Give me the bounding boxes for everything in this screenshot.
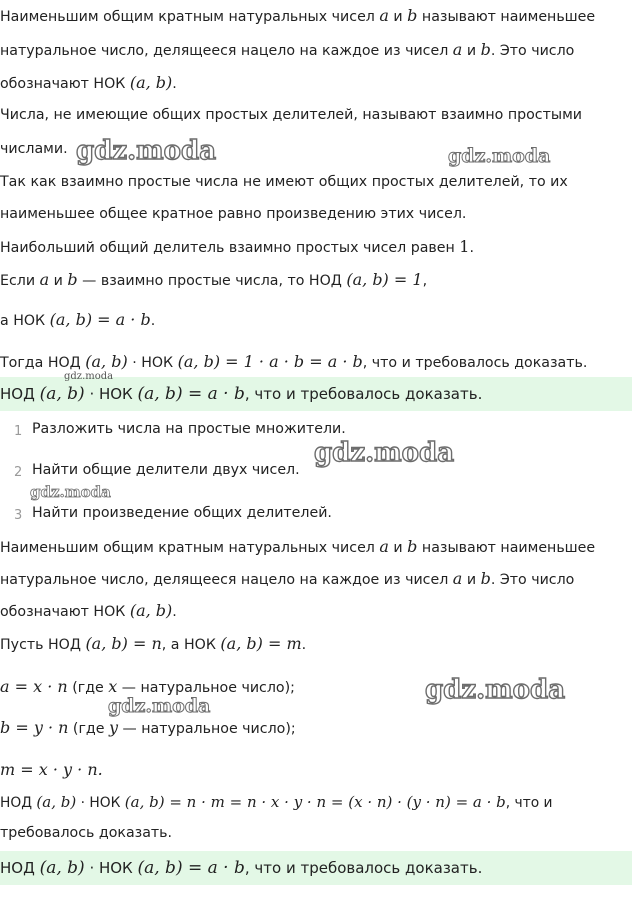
text-segment: и	[462, 43, 481, 59]
text-segment: , что и требовалось доказать.	[244, 859, 483, 877]
math-expression: (a, b) = m	[220, 634, 302, 653]
math-number: 1	[459, 237, 470, 256]
list-item: Найти произведение общих делителей.	[32, 505, 332, 521]
math-expression: b = y · n	[0, 718, 69, 737]
list-item-number: 1	[14, 424, 23, 439]
watermark: gdz.moda	[108, 695, 211, 717]
watermark: gdz.moda	[30, 483, 111, 501]
paragraph-coprime-lcm-line1: Так как взаимно простые числа не имеют общих простых делителей, то их	[0, 174, 568, 190]
math-expression: (a, b)	[85, 352, 128, 371]
paragraph-lcm-definition-line2	[0, 40, 574, 59]
math-var-a: a	[39, 270, 50, 289]
paragraph-let-gcd-lcm	[0, 634, 306, 653]
math-var-x: x	[108, 677, 118, 696]
text-segment: НОД	[0, 385, 40, 403]
text-segment: .	[469, 240, 474, 256]
list-item-number: 3	[14, 508, 23, 523]
text-segment: (где	[68, 721, 109, 737]
math-expression: (a, b) = 1 · a · b = a · b	[177, 352, 363, 371]
answer-text	[0, 858, 482, 878]
text-segment: обозначают НОК	[0, 604, 130, 620]
text-segment: (где	[67, 680, 109, 696]
text-segment: Тогда НОД	[0, 355, 86, 371]
text-segment: называют наименьшее	[417, 9, 596, 25]
list-item-number: 2	[14, 465, 23, 480]
watermark: gdz.moda	[448, 145, 551, 167]
math-var-b: b	[480, 569, 491, 588]
math-var-a: a	[379, 6, 389, 25]
text-segment: · НОК	[84, 859, 138, 877]
math-var-a: a	[452, 569, 463, 588]
text-segment: · НОК	[84, 385, 138, 403]
text-segment: . Это число	[490, 43, 575, 59]
math-expression: (a, b)	[129, 601, 173, 620]
math-var-b: b	[407, 6, 418, 25]
text-segment: ,	[422, 273, 428, 289]
text-segment: и	[49, 273, 68, 289]
text-segment: Если	[0, 273, 40, 289]
paragraph-conclusion-1	[0, 352, 587, 371]
math-var-b: b	[480, 40, 491, 59]
text-segment: натуральное число, делящееся нацело на каждое из чисел	[0, 572, 453, 588]
watermark: gdz.moda	[76, 136, 217, 166]
list-item: Разложить числа на простые множители.	[32, 421, 346, 437]
paragraph-lcm-definition-line1	[0, 537, 595, 556]
text-segment: Наименьшим общим кратным натуральных чисел	[0, 540, 380, 556]
watermark: gdz.moda	[64, 371, 114, 382]
text-segment: а НОК	[0, 313, 50, 329]
text-segment: .	[301, 637, 307, 653]
text-segment: НОД	[0, 859, 40, 877]
math-expression: (a, b) = a · b	[137, 384, 245, 404]
paragraph-lcm-definition-line3	[0, 601, 177, 620]
math-var-a: a	[452, 40, 463, 59]
paragraph-lcm-definition-line1	[0, 6, 595, 25]
math-var-b: b	[67, 270, 78, 289]
paragraph-a-equals	[0, 677, 295, 696]
paragraph-lcm-product	[0, 310, 155, 329]
text-segment: , что и требовалось доказать.	[362, 355, 588, 371]
text-segment: — натуральное число);	[118, 721, 296, 737]
paragraph-conclusion-2-line2: требовалось доказать.	[0, 825, 173, 841]
math-var-y: y	[108, 718, 119, 737]
text-segment: называют наименьшее	[417, 540, 596, 556]
math-expression: (a, b) = n · m = n · x · y · n = (x · n) · (y · n) = a · b	[124, 793, 506, 811]
paragraph-coprime-definition-line2: числами.	[0, 141, 68, 157]
paragraph-lcm-definition-line3	[0, 73, 177, 92]
text-segment: — взаимно простые числа, то НОД	[77, 273, 347, 289]
paragraph-coprime-lcm-line2: наименьшее общее кратное равно произведению этих чисел.	[0, 206, 467, 222]
math-var-a: a	[379, 537, 389, 556]
text-segment: . Это число	[490, 572, 575, 588]
math-expression: (a, b) = a · b	[49, 310, 151, 329]
text-segment: .	[172, 604, 177, 620]
text-segment: Наибольший общий делитель взаимно простых чисел равен	[0, 240, 460, 256]
math-expression: (a, b)	[36, 793, 77, 811]
paragraph-lcm-definition-line2	[0, 569, 574, 588]
watermark: gdz.moda	[425, 675, 566, 705]
answer-text	[0, 384, 482, 404]
paragraph-coprime-gcd	[0, 237, 474, 256]
paragraph-if-coprime	[0, 270, 427, 289]
math-expression: (a, b) = 1	[346, 270, 423, 289]
paragraph-conclusion-2-line1	[0, 793, 553, 811]
text-segment: и	[462, 572, 481, 588]
math-expression: m = x · y · n.	[0, 760, 103, 779]
text-segment: НОД	[0, 795, 37, 811]
math-expression: (a, b)	[39, 858, 85, 878]
text-segment: · НОК	[127, 355, 178, 371]
text-segment: натуральное число, делящееся нацело на каждое из чисел	[0, 43, 453, 59]
text-segment: и	[388, 9, 408, 25]
text-segment: .	[150, 313, 156, 329]
text-segment: Наименьшим общим кратным натуральных чисел	[0, 9, 380, 25]
math-expression: (a, b) = n	[85, 634, 162, 653]
math-expression: (a, b)	[39, 384, 85, 404]
text-segment: , что и	[505, 795, 553, 811]
paragraph-m-equals	[0, 760, 103, 779]
text-segment: — натуральное число);	[117, 680, 295, 696]
text-segment: Пусть НОД	[0, 637, 86, 653]
math-var-b: b	[407, 537, 418, 556]
math-expression: (a, b)	[129, 73, 173, 92]
text-segment: , а НОК	[161, 637, 221, 653]
paragraph-b-equals	[0, 718, 296, 737]
watermark: gdz.moda	[314, 438, 455, 468]
text-segment: и	[388, 540, 408, 556]
text-segment: · НОК	[76, 795, 125, 811]
math-expression: a = x · n	[0, 677, 68, 696]
list-item: Найти общие делители двух чисел.	[32, 462, 300, 478]
text-segment: , что и требовалось доказать.	[244, 385, 483, 403]
text-segment: .	[172, 76, 177, 92]
math-expression: (a, b) = a · b	[137, 858, 245, 878]
text-segment: обозначают НОК	[0, 76, 130, 92]
paragraph-coprime-definition-line1: Числа, не имеющие общих простых делителей, называют взаимно простыми	[0, 107, 582, 123]
